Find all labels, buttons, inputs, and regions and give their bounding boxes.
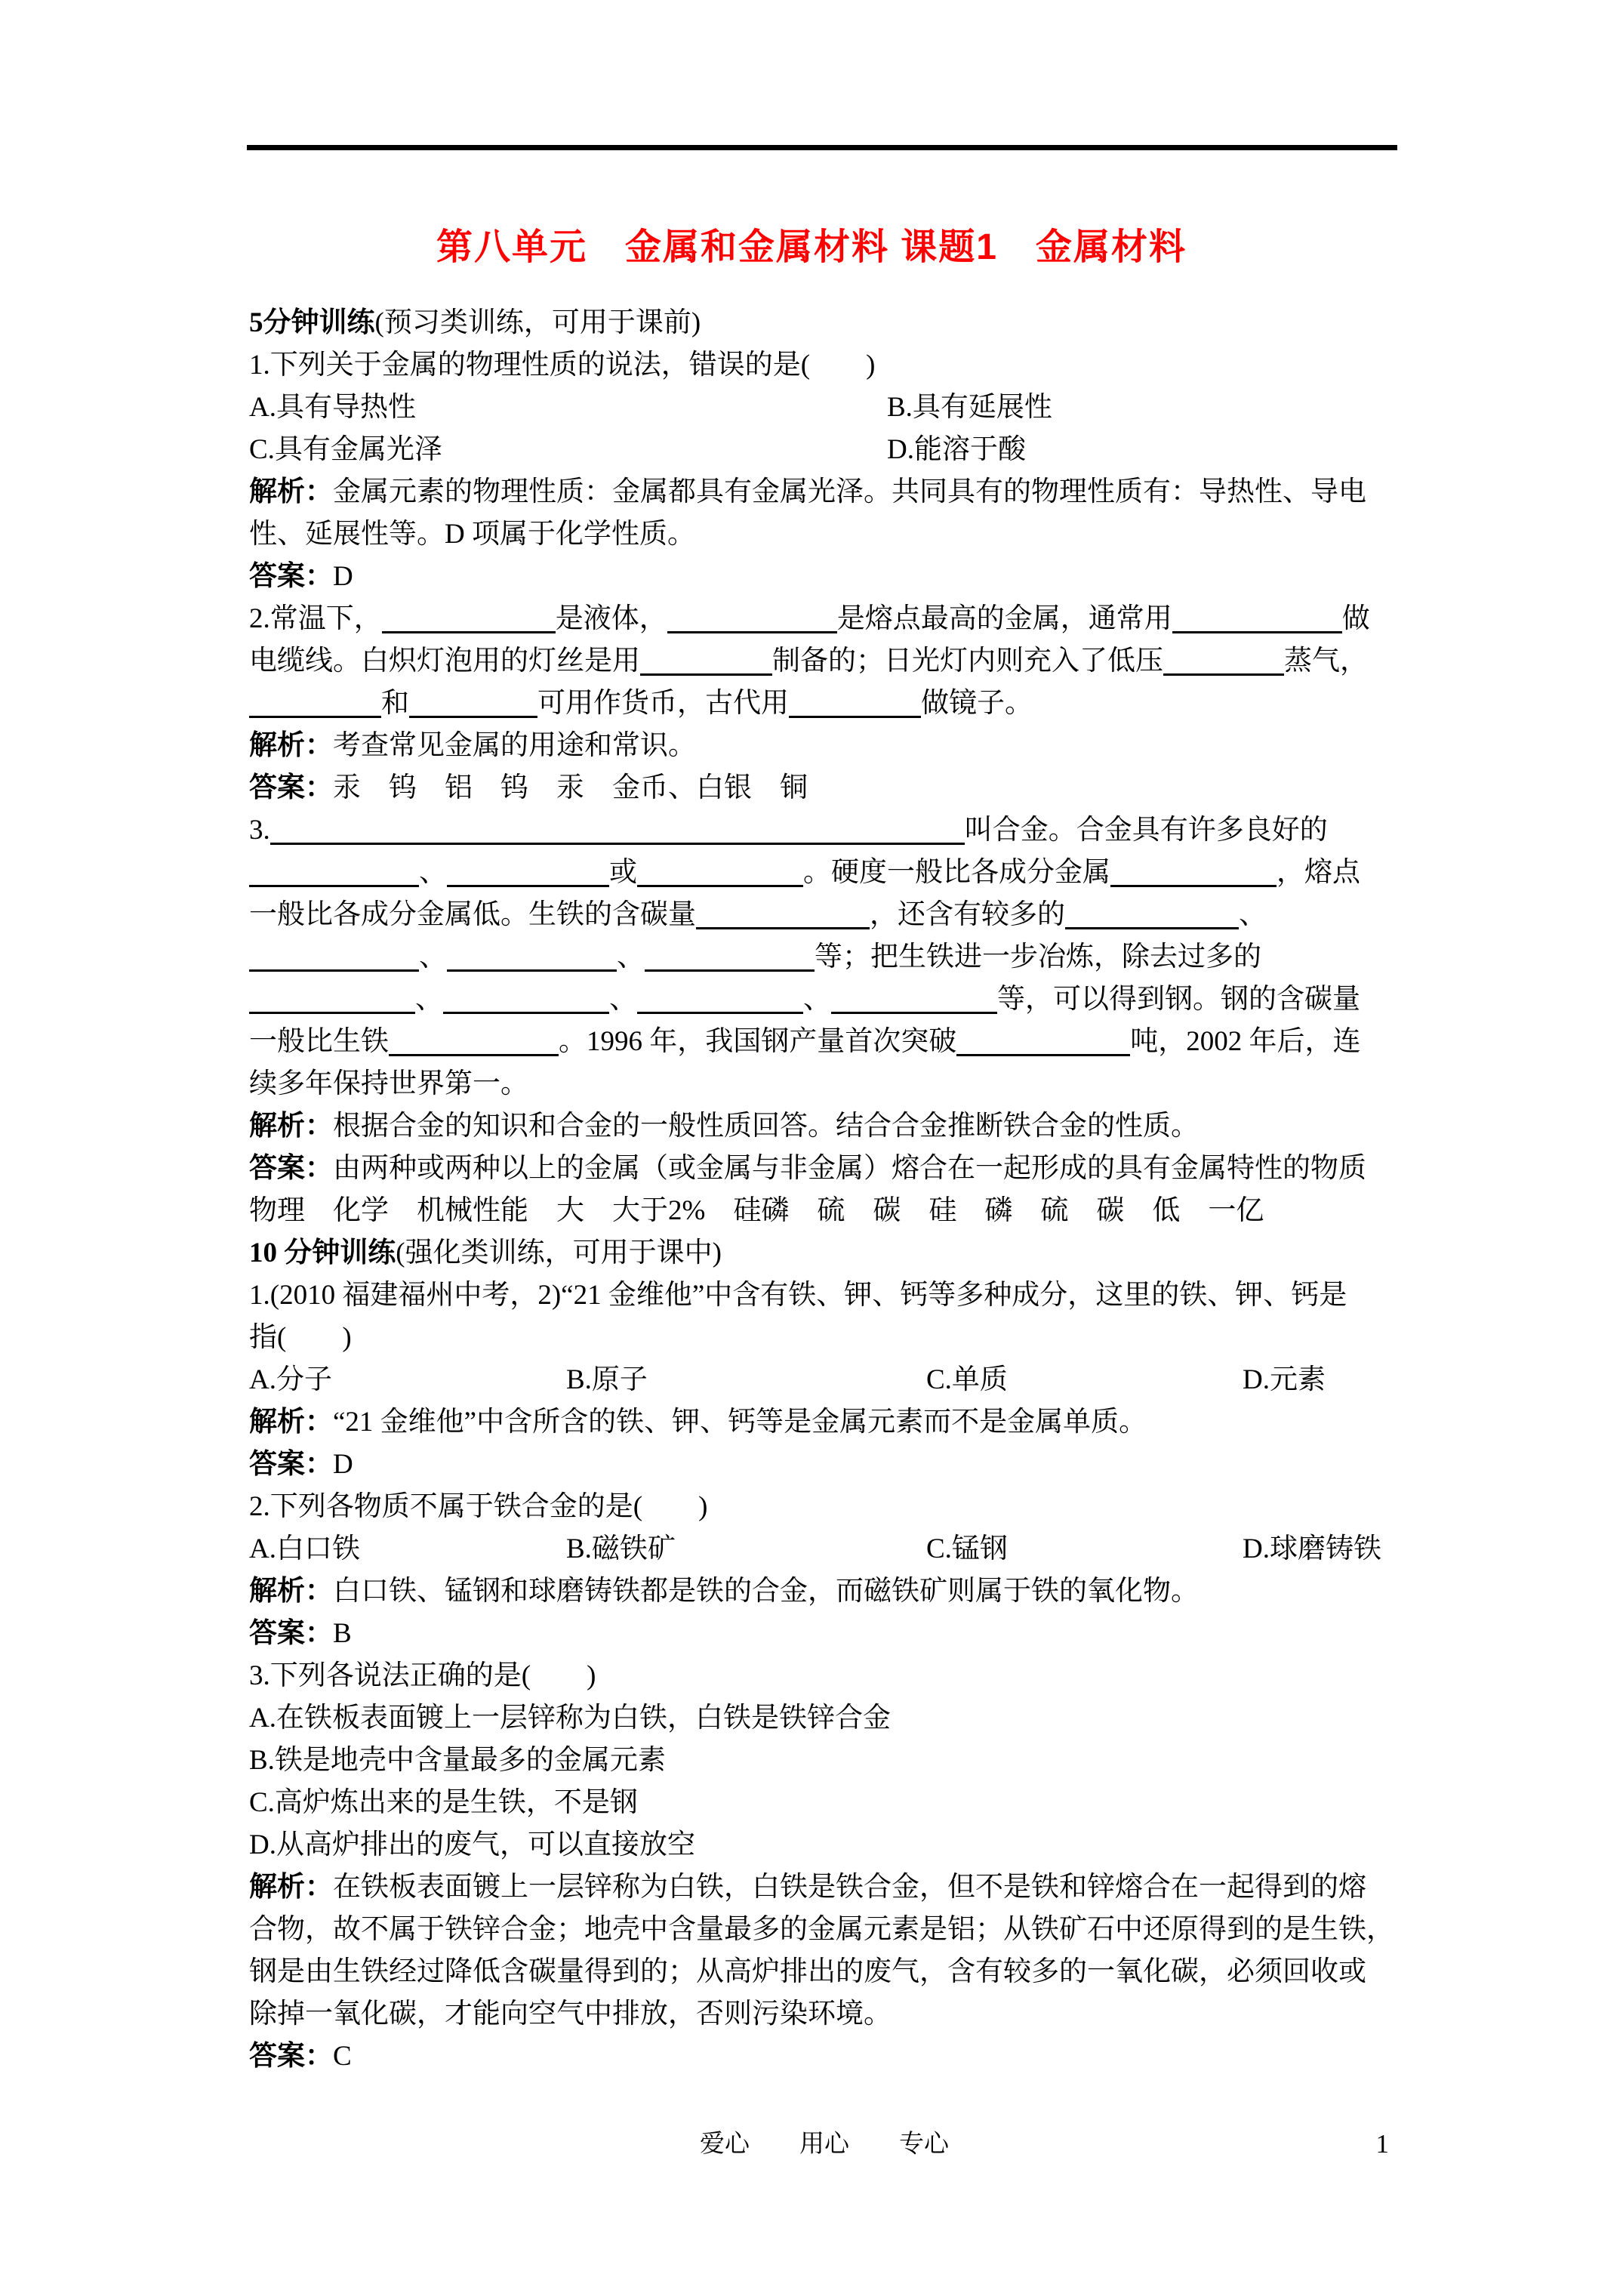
question-text: ，熔点	[1277, 857, 1360, 888]
question-text: 3.下列各说法正确的是( )	[249, 1660, 596, 1691]
answer-label: 答案：	[249, 561, 333, 592]
s2-heading	[249, 1232, 1400, 1274]
s2-q2-answer	[249, 1613, 1400, 1655]
answer-text: C	[333, 2041, 352, 2072]
s1-heading-bold: 5分钟训练	[249, 307, 375, 338]
s1-q3-line6	[249, 1021, 1400, 1063]
question-text: 做	[1341, 603, 1370, 634]
analysis-text: “21 金维他”中含所含的铁、钾、钙等是金属元素而不是金属单质。	[333, 1407, 1147, 1438]
s2-q3-option-b	[249, 1740, 1400, 1782]
s2-q2-options	[249, 1528, 1400, 1570]
answer-text: B	[333, 1618, 352, 1649]
s1-q3-analysis	[249, 1105, 1400, 1148]
s2-q3-stem	[249, 1655, 1400, 1697]
question-text: 续多年保持世界第一。	[249, 1068, 528, 1099]
s2-heading-rest: (强化类训练，可用于课中)	[396, 1237, 722, 1268]
answer-label: 答案：	[249, 1618, 333, 1649]
question-text: 2.下列各物质不属于铁合金的是( )	[249, 1491, 708, 1522]
s1-q3-line3	[249, 894, 1400, 936]
question-text: 、	[415, 984, 443, 1015]
question-text: 做镜子。	[921, 688, 1033, 719]
fill-in-blank	[389, 1033, 559, 1056]
s2-q2-stem	[249, 1486, 1400, 1528]
option-d: D.球磨铸铁	[1243, 1533, 1381, 1564]
question-text: 是液体，	[555, 603, 667, 634]
question-text: 一般比生铁	[249, 1026, 389, 1057]
s2-q3-analysis-3	[249, 1951, 1400, 1993]
fill-in-blank	[270, 821, 965, 845]
analysis-text: 在铁板表面镀上一层锌称为白铁，白铁是铁合金，但不是铁和锌熔合在一起得到的熔	[333, 1872, 1366, 1903]
question-text: 或	[609, 857, 637, 888]
fill-in-blank	[637, 991, 803, 1014]
option-a: A.在铁板表面镀上一层锌称为白铁，白铁是铁锌合金	[249, 1703, 891, 1734]
s1-q1-answer	[249, 556, 1400, 598]
question-text: 可用作货币，古代用	[537, 688, 789, 719]
question-text: 叫合金。合金具有许多良好的	[964, 815, 1328, 846]
fill-in-blank	[249, 991, 415, 1014]
s1-q2-answer	[249, 767, 1400, 809]
question-text: 和	[381, 688, 409, 719]
fill-in-blank	[249, 695, 381, 718]
answer-label: 答案：	[249, 1153, 333, 1184]
fill-in-blank	[1110, 864, 1277, 887]
question-text: 1.(2010 福建福州中考，2)“21 金维他”中含有铁、钾、钙等多种成分，这里的铁、钾、钙是	[249, 1280, 1347, 1311]
s1-q1-options-cd	[249, 429, 1400, 471]
answer-text: D	[333, 1449, 353, 1480]
fill-in-blank	[382, 610, 556, 633]
answer-label: 答案：	[249, 2041, 333, 2072]
option-d: D.元素	[1243, 1364, 1326, 1395]
s1-q3-line4	[249, 936, 1400, 978]
analysis-label: 解析：	[249, 476, 333, 507]
page-title: 第八单元 金属和金属材料 课题1 金属材料	[436, 227, 1187, 267]
option-c: C.锰钢	[926, 1533, 1008, 1564]
analysis-label: 解析：	[249, 1407, 333, 1438]
question-text: 3.	[249, 815, 270, 846]
analysis-label: 解析：	[249, 730, 333, 761]
s2-q2-analysis	[249, 1570, 1400, 1613]
s2-q1-answer	[249, 1444, 1400, 1486]
analysis-text: 合物，故不属于铁锌合金；地壳中含量最多的金属元素是铝；从铁矿石中还原得到的是生铁，	[249, 1914, 1394, 1945]
answer-text: D	[333, 561, 353, 592]
option-c: C.具有金属光泽	[249, 434, 442, 465]
s2-q1-stem-1	[249, 1274, 1400, 1317]
footer-motto: 爱心 用心 专心	[700, 2131, 949, 2158]
analysis-text: 性、延展性等。D 项属于化学性质。	[249, 519, 695, 550]
fill-in-blank	[831, 991, 997, 1014]
s1-heading-rest: (预习类训练，可用于课前)	[374, 307, 701, 338]
page-footer	[249, 2123, 1400, 2168]
answer-text: 汞 钨 铝 钨 汞 金币、白银 铜	[333, 772, 808, 803]
answer-text: 由两种或两种以上的金属（或金属与非金属）熔合在一起形成的具有金属特性的物质	[333, 1153, 1366, 1184]
page-number: 1	[1375, 2129, 1389, 2159]
answer-text: 物理 化学 机械性能 大 大于2% 硅磷 硫 碳 硅 磷 硫 碳 低 一亿	[249, 1195, 1264, 1226]
s2-q1-options	[249, 1359, 1400, 1401]
s2-q3-analysis-1	[249, 1866, 1400, 1909]
question-text: 、	[617, 942, 645, 972]
question-text: 指( )	[249, 1322, 352, 1353]
fill-in-blank	[249, 948, 419, 972]
question-text: 蒸气，	[1284, 646, 1368, 676]
s1-q1-options-ab	[249, 387, 1400, 429]
question-text: 、	[419, 942, 447, 972]
s1-q3-line2	[249, 852, 1400, 894]
question-text: 等，可以得到钢。钢的含碳量	[997, 984, 1360, 1015]
fill-in-blank	[443, 991, 609, 1014]
option-b: B.原子	[566, 1364, 648, 1395]
fill-in-blank	[789, 695, 921, 718]
option-a: A.白口铁	[249, 1533, 360, 1564]
question-text: 一般比各成分金属低。生铁的含碳量	[249, 899, 696, 930]
question-text: 2.常温下，	[249, 603, 382, 634]
s2-q3-option-a	[249, 1697, 1400, 1740]
analysis-text: 除掉一氧化碳，才能向空气中排放，否则污染环境。	[249, 1999, 892, 2029]
fill-in-blank	[640, 652, 772, 676]
header-rule	[247, 145, 1397, 150]
s2-q3-option-d	[249, 1824, 1400, 1866]
s2-q3-option-c	[249, 1782, 1400, 1824]
analysis-text: 金属元素的物理性质：金属都具有金属光泽。共同具有的物理性质有：导热性、导电	[333, 476, 1366, 507]
question-text: 电缆线。白炽灯泡用的灯丝是用	[249, 646, 640, 676]
s1-q3-answer-2	[249, 1190, 1400, 1232]
question-text: 1.下列关于金属的物理性质的说法，错误的是( )	[249, 350, 876, 381]
option-d: D.从高炉排出的废气，可以直接放空	[249, 1829, 695, 1860]
s1-q3-line5	[249, 978, 1400, 1021]
fill-in-blank	[1172, 610, 1342, 633]
fill-in-blank	[409, 695, 537, 718]
s1-q2-analysis	[249, 725, 1400, 767]
fill-in-blank	[645, 948, 815, 972]
question-text: 吨，2002 年后，连	[1130, 1026, 1361, 1057]
fill-in-blank	[1163, 652, 1284, 676]
question-text: 、	[419, 857, 447, 888]
fill-in-blank	[637, 864, 803, 887]
option-b: B.磁铁矿	[566, 1533, 676, 1564]
fill-in-blank	[447, 948, 617, 972]
analysis-text: 钢是由生铁经过降低含碳量得到的；从高炉排出的废气，含有较多的一氧化碳，必须回收或	[249, 1956, 1366, 1987]
question-text: 。1996 年，我国钢产量首次突破	[559, 1026, 957, 1057]
question-text: 、	[803, 984, 831, 1015]
analysis-text: 根据合金的知识和合金的一般性质回答。结合合金推断铁合金的性质。	[333, 1111, 1199, 1142]
fill-in-blank	[696, 906, 870, 929]
answer-label: 答案：	[249, 772, 333, 803]
s1-heading	[249, 302, 1400, 344]
s2-q3-analysis-2	[249, 1909, 1400, 1951]
fill-in-blank	[667, 610, 837, 633]
analysis-text: 考查常见金属的用途和常识。	[333, 730, 696, 761]
question-text: 是熔点最高的金属，通常用	[836, 603, 1172, 634]
option-d: D.能溶于酸	[887, 434, 1026, 465]
option-c: C.单质	[926, 1364, 1008, 1395]
s1-q1-stem	[249, 344, 1400, 387]
option-a: A.具有导热性	[249, 392, 416, 423]
option-c: C.高炉炼出来的是生铁，不是钢	[249, 1787, 638, 1818]
fill-in-blank	[1065, 906, 1239, 929]
analysis-label: 解析：	[249, 1576, 333, 1607]
s1-q1-analysis-2	[249, 513, 1400, 556]
s1-q2-line2	[249, 640, 1400, 683]
analysis-label: 解析：	[249, 1872, 333, 1903]
s2-q3-answer	[249, 2036, 1400, 2078]
analysis-text: 白口铁、锰钢和球磨铸铁都是铁的合金，而磁铁矿则属于铁的氧化物。	[333, 1576, 1199, 1607]
s1-q2-line3	[249, 683, 1400, 725]
s2-heading-bold: 10 分钟训练	[249, 1237, 396, 1268]
option-a: A.分子	[249, 1364, 332, 1395]
fill-in-blank	[447, 864, 609, 887]
answer-label: 答案：	[249, 1449, 333, 1480]
question-text: 。硬度一般比各成分金属	[803, 857, 1110, 888]
option-b: B.铁是地壳中含量最多的金属元素	[249, 1745, 666, 1776]
question-text: 、	[1239, 899, 1267, 930]
s2-q3-analysis-4	[249, 1993, 1400, 2036]
s1-q2-line1	[249, 598, 1400, 640]
analysis-label: 解析：	[249, 1111, 333, 1142]
s1-q1-analysis-1	[249, 471, 1400, 513]
question-text: ，还含有较多的	[870, 899, 1065, 930]
fill-in-blank	[249, 864, 419, 887]
fill-in-blank	[956, 1033, 1130, 1056]
document-body	[249, 302, 1400, 2078]
question-text: 制备的；日光灯内则充入了低压	[772, 646, 1163, 676]
s1-q3-line1	[249, 809, 1400, 852]
s1-q3-answer-1	[249, 1148, 1400, 1190]
question-text: 、	[609, 984, 637, 1015]
s1-q3-line7	[249, 1063, 1400, 1105]
option-b: B.具有延展性	[887, 392, 1052, 423]
s2-q1-analysis	[249, 1401, 1400, 1444]
s2-q1-stem-2	[249, 1317, 1400, 1359]
question-text: 等；把生铁进一步冶炼，除去过多的	[815, 942, 1261, 972]
